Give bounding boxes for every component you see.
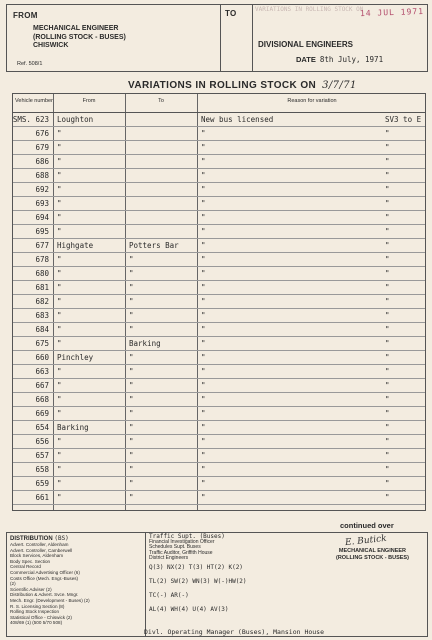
to-garage: " [129,423,134,432]
date-field [296,55,383,64]
district-codes: TL(2) SW(2) WN(3) W(-)HW(2) [149,578,247,585]
to-garage: Potters Bar [129,241,179,250]
from-garage: " [57,199,62,208]
reason-text: " [201,269,206,278]
distribution-list [10,542,90,626]
to-garage: " [129,465,134,474]
distribution-item: Statistical Office - Chiswick (2) [10,614,72,620]
continued-note: continued over [340,521,394,530]
row-rule [13,378,425,379]
district-codes: TC(-) AR(-) [149,592,189,599]
reason-text: " [201,283,206,292]
from-garage: " [57,339,62,348]
reason-extra: " [385,269,390,278]
to-garage: " [129,367,134,376]
reason-extra: " [385,241,390,250]
col-header-from: From [82,98,96,104]
reason-extra: " [385,395,390,404]
reason-text: " [201,465,206,474]
vehicle-number: 682 [35,297,49,306]
from-garage: " [57,479,62,488]
variations-table [12,93,426,511]
reason-text: " [201,129,206,138]
page-title [128,80,357,91]
from-garage: Highgate [57,241,94,250]
vehicle-number: 659 [35,479,49,488]
dept-line: (ROLLING STOCK - BUSES) [33,33,126,41]
from-garage: " [57,185,62,194]
vehicle-number: 695 [35,227,49,236]
to-garage: " [129,255,134,264]
distribution-divider [145,533,146,636]
reason-extra: " [385,367,390,376]
vehicle-number: 661 [35,493,49,502]
row-rule [13,238,425,239]
vehicle-number: 679 [35,143,49,152]
distribution-item: Rolling Stock Inspection [10,609,60,615]
distribution-item: Distribution & Advert. Svce. Mngr. [10,592,79,598]
title-text: VARIATIONS IN ROLLING STOCK ON [128,80,317,91]
from-garage: " [57,255,62,264]
row-rule [13,322,425,323]
to-label: TO [225,9,237,18]
reason-text: " [201,381,206,390]
row-rule [13,308,425,309]
vehicle-number: 660 [35,353,49,362]
from-garage: " [57,213,62,222]
to-department: DIVISIONAL ENGINEERS [258,40,353,49]
to-garage: " [129,269,134,278]
to-garage: " [129,283,134,292]
distribution-item: Body Spec. Section [10,558,51,564]
reason-text: " [201,213,206,222]
to-garage: " [129,493,134,502]
to-garage: " [129,297,134,306]
row-rule [13,490,425,491]
to-garage: " [129,395,134,404]
title-date: 3/7/71 [322,80,357,91]
to-garage: " [129,325,134,334]
row-rule [13,476,425,477]
bleed-through-text: VARIATIONS IN ROLLING STOCK ON [255,6,364,13]
reason-extra: " [385,283,390,292]
vehicle-number: 693 [35,199,49,208]
dist-item: District Engineers [149,555,189,562]
reason-text: " [201,325,206,334]
row-rule [13,462,425,463]
reason-extra: " [385,157,390,166]
from-garage: " [57,465,62,474]
reason-text: " [201,409,206,418]
distribution-item: R. S. Licensing Section (8) [10,603,65,609]
row-rule [13,196,425,197]
reason-text: " [201,451,206,460]
row-rule [13,154,425,155]
from-garage: " [57,227,62,236]
to-garage: " [129,311,134,320]
to-garage: " [129,479,134,488]
from-garage: Loughton [57,115,94,124]
vehicle-number: 668 [35,395,49,404]
reason-text: " [201,395,206,404]
distribution-code: (BS) [54,535,69,542]
to-cell [221,5,253,71]
reason-text: " [201,255,206,264]
vehicle-number: 656 [35,437,49,446]
to-garage: " [129,451,134,460]
row-rule [13,224,425,225]
dept-line: CHISWICK [33,42,69,49]
vehicle-number: 694 [35,213,49,222]
district-codes: AL(4) WH(4) U(4) AV(3) [149,606,229,613]
distribution-item: Block Services, Aldenham [10,553,64,559]
reason-text: " [201,171,206,180]
col-header-reason: Reason for variation [287,98,337,104]
reason-extra: " [385,409,390,418]
from-garage: " [57,381,62,390]
vehicle-number: 676 [35,129,49,138]
reason-extra: " [385,423,390,432]
vehicle-number: 669 [35,409,49,418]
row-rule [13,140,425,141]
dist-item: Financial Investigation Officer [149,538,215,545]
from-garage: " [57,269,62,278]
reason-extra: " [385,129,390,138]
reason-extra: " [385,339,390,348]
reason-text: " [201,493,206,502]
from-garage: " [57,297,62,306]
traffic-supt: Traffic Supt. (Buses) [149,533,225,540]
reason-extra: " [385,297,390,306]
reason-extra: " [385,171,390,180]
distribution-label [10,535,69,542]
from-garage: " [57,157,62,166]
vehicle-number: 684 [35,325,49,334]
reason-extra: SV3 to E [385,115,422,124]
dist-item: Schedules Supt. Buses [149,544,201,551]
row-rule [13,336,425,337]
reason-extra: " [385,353,390,362]
distribution-item: (2) [10,581,16,587]
reason-text: " [201,367,206,376]
from-garage: Pinchley [57,353,94,362]
from-garage: " [57,171,62,180]
received-stamp: 14 JUL 1971 [359,6,425,19]
row-rule [13,280,425,281]
district-codes: Q(3) NX(2) T(3) HT(2) K(2) [149,564,243,571]
col-header-to: To [158,98,164,104]
row-rule [13,420,425,421]
signature: E. Butick [344,533,388,549]
row-rule [13,294,425,295]
from-garage: " [57,325,62,334]
to-garage: " [129,353,134,362]
from-garage: " [57,493,62,502]
row-rule [13,406,425,407]
reason-text: " [201,479,206,488]
manager-line: Divl. Operating Manager (Buses), Mansion House [144,628,325,636]
row-rule [13,266,425,267]
vehicle-number: 680 [35,269,49,278]
row-rule [13,350,425,351]
distribution-item: Scientific Adviser (2) [10,586,52,592]
row-rule [13,448,425,449]
distribution-item: 408/69 (1) (500 5/70 508) [10,620,63,626]
from-garage: " [57,129,62,138]
from-garage: " [57,437,62,446]
vehicle-number: 675 [35,339,49,348]
distribution-item: Advert. Controller, Aldenham [10,542,69,547]
row-rule [13,168,425,169]
from-garage: " [57,311,62,320]
from-garage: Barking [57,423,89,432]
distribution-right [149,534,225,562]
row-rule [13,434,425,435]
date-value: 8th July, 1971 [319,55,384,64]
reason-extra: " [385,437,390,446]
from-garage: " [57,283,62,292]
reason-text: " [201,437,206,446]
dist-item: Traffic Auditor, Griffith House [149,549,213,556]
distribution-item: Costs Office (Mech. Engr.-Buses) [10,575,79,581]
from-department [33,25,126,51]
reason-text: " [201,311,206,320]
col-header-vehicle: Vehicle number [15,98,53,104]
row-rule [13,126,425,127]
from-garage: " [57,395,62,404]
vehicle-number: 681 [35,283,49,292]
from-cell [7,5,221,71]
reason-text: " [201,185,206,194]
row-rule [13,504,425,505]
reason-text: " [201,423,206,432]
row-rule [13,252,425,253]
reason-text: New bus licensed [201,115,274,124]
from-garage: " [57,451,62,460]
reason-extra: " [385,311,390,320]
reason-extra: " [385,199,390,208]
signer-title [336,548,409,562]
reason-extra: " [385,143,390,152]
from-label: FROM [13,11,38,20]
reason-extra: " [385,479,390,488]
vehicle-number: SMS. 623 [12,115,49,124]
reason-text: " [201,227,206,236]
vehicle-number: 683 [35,311,49,320]
reason-extra: " [385,255,390,264]
to-garage: " [129,381,134,390]
reason-extra: " [385,325,390,334]
vehicle-number: 688 [35,171,49,180]
distribution-title: DISTRIBUTION [10,536,53,542]
vehicle-number: 658 [35,465,49,474]
date-label: DATE [296,55,316,64]
reason-extra: " [385,185,390,194]
reference-number: Ref. 508/1 [17,61,43,67]
vehicle-number: 663 [35,367,49,376]
from-garage: " [57,409,62,418]
reason-extra: " [385,213,390,222]
from-garage: " [57,367,62,376]
distribution-item: Advert. Controller, Camberwell [10,547,73,553]
vehicle-number: 657 [35,451,49,460]
distribution-item: Central Record [10,564,41,570]
reason-text: " [201,353,206,362]
vehicle-number: 667 [35,381,49,390]
from-garage: " [57,143,62,152]
to-garage: " [129,437,134,446]
header-rule [13,112,425,113]
reason-text: " [201,199,206,208]
reason-extra: " [385,381,390,390]
vehicle-number: 692 [35,185,49,194]
reason-extra: " [385,451,390,460]
reason-text: " [201,241,206,250]
reason-text: " [201,143,206,152]
row-rule [13,182,425,183]
dept-line: MECHANICAL ENGINEER [33,25,119,32]
reason-text: " [201,297,206,306]
reason-extra: " [385,493,390,502]
signer-line: (ROLLING STOCK - BUSES) [336,555,409,561]
to-garage: Barking [129,339,161,348]
row-rule [13,364,425,365]
reason-extra: " [385,465,390,474]
vehicle-number: 686 [35,157,49,166]
vehicle-number: 654 [35,423,49,432]
row-rule [13,392,425,393]
distribution-item: Mech. Engr. (Development - Buses) (2) [10,597,90,603]
signer-line: MECHANICAL ENGINEER [338,548,407,554]
distribution-item: Commercial Advertising Officer (6) [10,569,80,575]
to-garage: " [129,409,134,418]
reason-text: " [201,157,206,166]
reason-extra: " [385,227,390,236]
vehicle-number: 677 [35,241,49,250]
vehicle-number: 678 [35,255,49,264]
row-rule [13,210,425,211]
reason-text: " [201,339,206,348]
